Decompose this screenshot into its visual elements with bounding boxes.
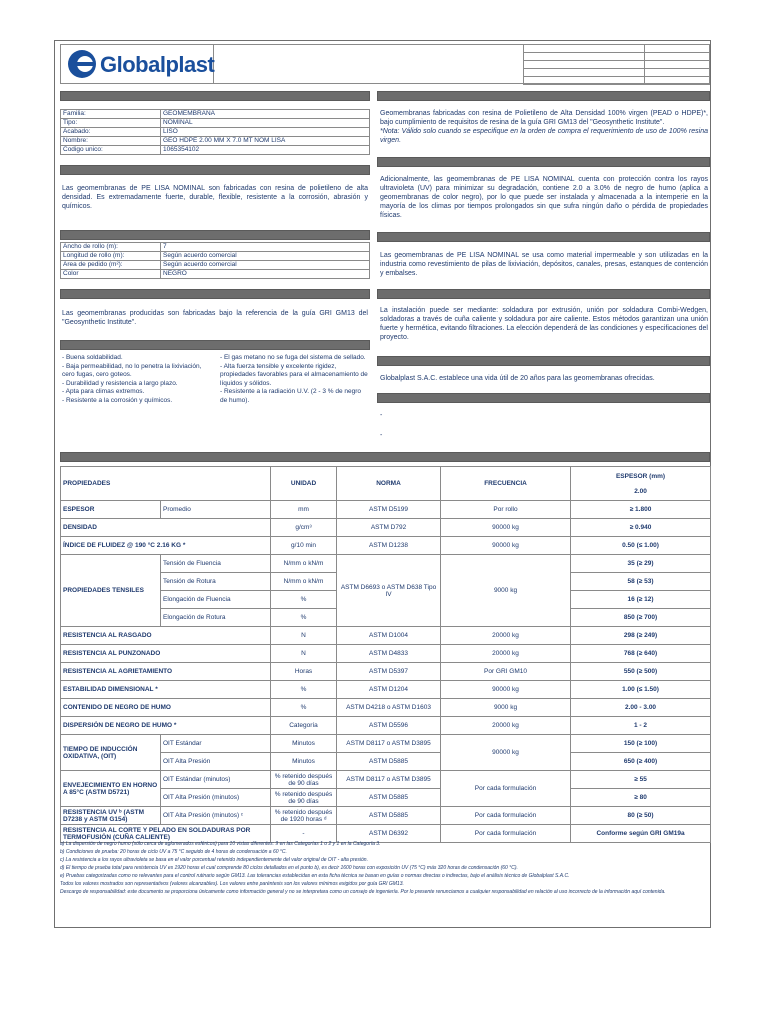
table-row: Elongación de Fluencia % 16 (≥ 12) (61, 591, 711, 609)
globalplast-logo-icon (68, 50, 96, 78)
table-row: RESISTENCIA AL PUNZONADO N ASTM D4833 20000 kg 768 (≥ 640) (61, 645, 711, 663)
list-item: - Resistente a la corrosión y químicos. (62, 396, 173, 404)
table-row: ESPESOR Promedio mm ASTM D5199 Por rollo ≥ 1.800 (61, 501, 711, 519)
footnote: b) Condiciones de prueba: 20 horas de ciclo UV a 75 °C seguido de 4 horas de condensación a 60 °C. (60, 849, 287, 855)
table-row: Tipo: NOMINAL (61, 119, 370, 128)
section-bar (377, 393, 710, 403)
product-info-table (60, 109, 370, 155)
section-bar (60, 452, 710, 462)
col-header-unit: UNIDAD (271, 467, 337, 501)
col-header-properties: PROPIEDADES (61, 467, 271, 501)
table-row: PROPIEDADES TENSILES Tensión de Fluencia N/mm o kN/m ASTM D6693 o ASTM D638 Tipo IV 9000 kg 35 (≥ 29) (61, 555, 711, 573)
table-row: CONTENIDO DE NEGRO DE HUMO % ASTM D4218 o ASTM D1603 9000 kg 2.00 - 3.00 (61, 699, 711, 717)
col-header-frequency: FRECUENCIA (441, 467, 571, 501)
section-bar (377, 356, 710, 366)
section-bar (60, 91, 370, 101)
section-bar (377, 157, 710, 167)
col-header-thickness: ESPESOR (mm) 2.00 (571, 467, 711, 501)
advantages-left-list (62, 354, 212, 405)
table-row: Area de pedido (m²): Según acuerdo comercial (61, 261, 370, 270)
section-bar (60, 230, 370, 240)
table-row: Acabado: LISO (61, 128, 370, 137)
lifetime-text: Globalplast S.A.C. establece una vida útil de 20 años para las geomembranas ofrecidas. (380, 375, 655, 382)
intro-text: Geomembranas fabricadas con resina de Polietileno de Alta Densidad 100% virgen (PEAD o HDPE)*, bajo cumplimiento de requisitos de resina de la guía GRI GM13 del "Geosynthetic Institute". *Nota: Válido solo cuando se especifique en la orden de compra el requerimiento de uso de 100% resina virgen. (380, 110, 708, 144)
footnote: Todos los valores mostrados son representativos (valores alcanzables). Los valores entre paréntesis son los valores mínimos exigidos por guía GRI GM13. (60, 881, 404, 887)
section-bar (377, 232, 710, 242)
table-row: Tensión de Rotura N/mm o kN/m 58 (≥ 53) (61, 573, 711, 591)
advantages-right-list (220, 354, 370, 405)
use-text: Las geomembranas de PE LISA NOMINAL se usa como material impermeable y son utilizadas en la industria como revestimiento de pilas de lixiviación, depósitos, canales, presas, estanques de contención y embalses. (380, 252, 708, 277)
list-item: - Buena soldabilidad. (62, 354, 123, 361)
footnote: d) El tiempo de prueba total para resistencia UV es 1920 horas el cual comprende 80 ciclos detallados en el punto b), es decir 1600 horas con exposición UV (75 °C) más 320 horas de condensación (60 °C). (60, 865, 518, 871)
dimensions-table (60, 242, 370, 279)
table-row: RESISTENCIA AL CORTE Y PELADO EN SOLDADURAS POR TERMOFUSIÓN (CUÑA CALIENTE) - ASTM D6392 Por cada formulación Conforme según GRI GM19a (61, 825, 711, 843)
section-bar (377, 289, 710, 299)
section-bar (377, 91, 710, 101)
table-row: DENSIDAD g/cm³ ASTM D792 90000 kg ≥ 0.940 (61, 519, 711, 537)
table-row: ENVEJECIMIENTO EN HORNO A 85°C (ASTM D5721) OIT Estándar (minutos) % retenido después de 90 días ASTM D8117 o ASTM D3895 Por cada formulación ≥ 55 (61, 771, 711, 789)
install-text: La instalación puede ser mediante: soldadura por extrusión, unión por soldadura Combi-Wedgen, soldadoras a través de cuña caliente y soldadura por aire caliente. Estos métodos garantizan una unión fuerte y hermética, evitando filtraciones. La elección dependerá de las condiciones y especificaciones del proyecto. (380, 307, 708, 341)
table-row: Longitud de rollo (m): Según acuerdo comercial (61, 252, 370, 261)
brand-name: Globalplast (100, 52, 215, 77)
uv-text: Adicionalmente, las geomembranas de PE LISA NOMINAL cuenta con protección contra los rayos ultravioleta (UV) para minimizar su degradación, contiene 2.0 a 3.0% de negro de humo (aplica a geomembranas de color negro), por lo que puede ser instalada y almacenada a la intemperie en la mayoría de los climas por tiempos prolongados sin que sufra ningún daño o pérdida de propiedades físicas. (380, 176, 708, 219)
section-bar (60, 289, 370, 299)
list-item: - Apta para climas extremos. (62, 388, 145, 395)
table-row: Elongación de Rotura % 850 (≥ 700) (61, 609, 711, 627)
table-header-row (61, 467, 711, 501)
table-row: OIT Alta Presión (minutos) % retenido después de 90 días ASTM D5885 ≥ 80 (61, 789, 711, 807)
table-row: RESISTENCIA AL RASGADO N ASTM D1004 20000 kg 298 (≥ 249) (61, 627, 711, 645)
table-row: Ancho de rollo (m): 7 (61, 243, 370, 252)
dash-line: - (380, 412, 383, 419)
list-item: - El gas metano no se fuga del sistema de sellado. (220, 354, 366, 361)
disclaimer: Descargo de responsabilidad: este documento se proporciona únicamente como información general y no se interpretara como un consejo de ingeniería. Por lo presente renunciamos a cualquier responsabilidad en relación al uso incorrecto de la información aquí contenida. (60, 889, 666, 895)
properties-table (60, 466, 711, 843)
table-row: RESISTENCIA AL AGRIETAMIENTO Horas ASTM D5397 Por GRI GM10 550 (≥ 500) (61, 663, 711, 681)
dash-line: - (380, 432, 383, 439)
table-row: Codigo unico: 1065354102 (61, 146, 370, 155)
table-row: Familia: GEOMEMBRANA (61, 110, 370, 119)
footnote: a) La dispersión de negro humo (sólo cerca de aglomerados esféricos) para 10 vistas diferentes: 9 en las Categorías 1 o 2 y 1 en la Categoría 3. (60, 841, 381, 847)
table-row: Color NEGRO (61, 270, 370, 279)
header-grid (523, 44, 710, 84)
table-row: ESTABILIDAD DIMENSIONAL * % ASTM D1204 90000 kg 1.00 (≤ 1.50) (61, 681, 711, 699)
table-row: DISPERSIÓN DE NEGRO DE HUMO * Categoría ASTM D5596 20000 kg 1 - 2 (61, 717, 711, 735)
col-header-norm: NORMA (337, 467, 441, 501)
table-row: TIEMPO DE INDUCCIÓN OXIDATIVA, (OIT) OIT Estándar Minutos ASTM D8117 o ASTM D3895 90000 kg 150 (≥ 100) (61, 735, 711, 753)
list-item: - Resistente a la radiación U.V. (2 - 3 % de negro de humo). (220, 388, 362, 404)
footnote: e) Pruebas categorizadas como no relevantes para el control rutinario según GM13. Las tolerancias establecidas en esta ficha técnica se basan en guías o normas directas o indirectas, bajo el análisis técnico de Globalplast S.A.C. (60, 873, 570, 879)
list-item: - Baja permeabilidad, no lo penetra la lixiviación, cero fugas, cero goteos. (62, 362, 202, 378)
table-row: OIT Alta Presión Minutos ASTM D5885 650 (≥ 400) (61, 753, 711, 771)
gri-text: Las geomembranas producidas son fabricadas bajo la referencia de la guía GRI GM13 del "Geosynthetic Institute". (62, 310, 368, 326)
list-item: - Durabilidad y resistencia a largo plazo. (62, 379, 178, 387)
table-row: ÍNDICE DE FLUIDEZ @ 190 °C 2.16 KG * g/10 min ASTM D1238 90000 kg 0.50 (≤ 1.00) (61, 537, 711, 555)
footnotes (60, 840, 710, 896)
section-bar (60, 165, 370, 175)
section-bar (60, 340, 370, 350)
table-row: Nombre: GEO HDPE 2.00 MM X 7.0 MT NOM LISA (61, 137, 370, 146)
table-row: RESISTENCIA UV ᵇ (ASTM D7238 y ASTM G154) OIT Alta Presión (minutos) ᶜ % retenido después de 1920 horas ᵈ ASTM D5885 Por cada formulación 80 (≥ 50) (61, 807, 711, 825)
description-text: Las geomembranas de PE LISA NOMINAL son fabricadas con resina de polietileno de alta densidad. Es extremadamente fuerte, durable, flexible, resistente a la corrosión, abrasión y químicos. (62, 185, 368, 210)
list-item: - Alta fuerza tensible y excelente rigidez, propiedades favorables para el almacenamiento de líquidos y sólidos. (220, 362, 368, 387)
footnote: c) La resistencia a los rayos ultravioleta se basa en el valor porcentual retenido independientemente del valor original de OIT - alta presión. (60, 857, 368, 863)
